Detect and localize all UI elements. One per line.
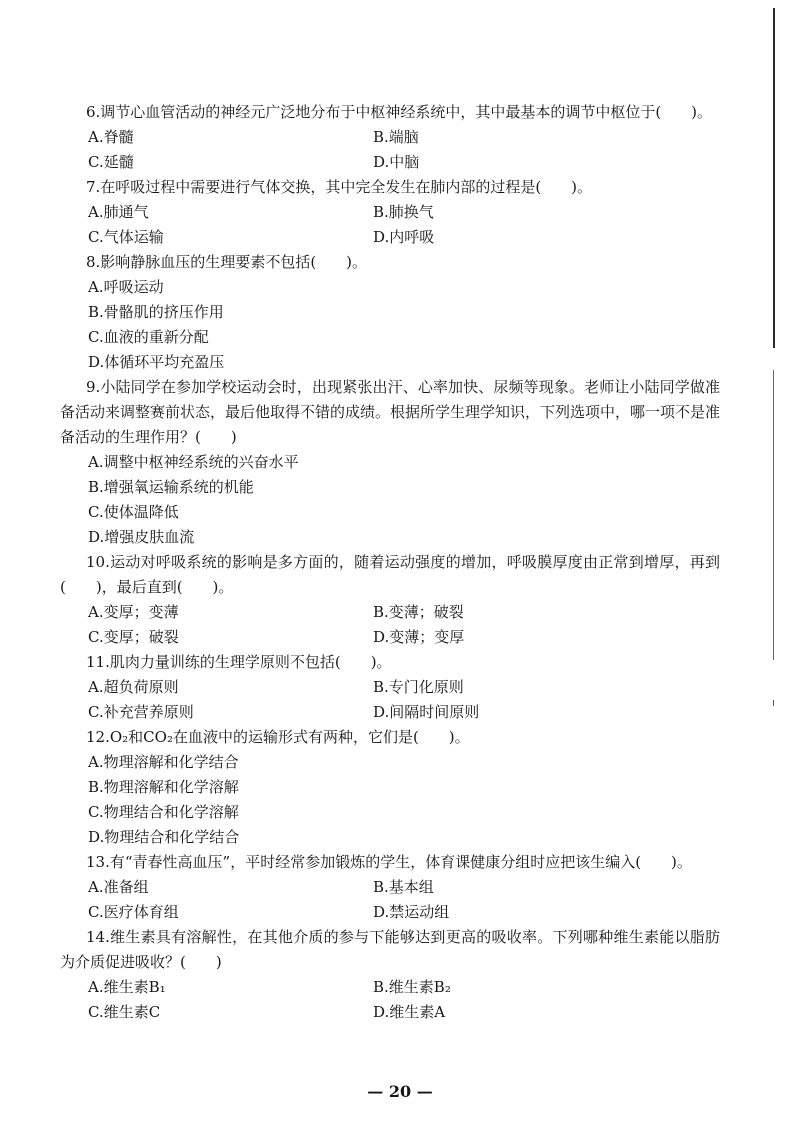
option-c: C.血液的重新分配: [88, 328, 209, 346]
question-stem: 14.维生素具有溶解性，在其他介质的参与下能够达到更高的吸收率。下列哪种维生素能以脂肪为介质促进吸收？( ): [60, 928, 720, 971]
option-d: D.中脑: [373, 153, 420, 171]
scan-edge-line: [773, 700, 774, 706]
question-stem: 6.调节心血管活动的神经元广泛地分布于中枢神经系统中，其中最基本的调节中枢位于( )。: [86, 103, 713, 121]
option-row: [60, 1000, 720, 1025]
question-14: [60, 925, 720, 1025]
option-c: C.使体温降低: [88, 503, 179, 521]
option-b: B.骨骼肌的挤压作用: [88, 303, 224, 321]
option-b: B.物理溶解和化学溶解: [88, 778, 239, 796]
question-stem: 7.在呼吸过程中需要进行气体交换，其中完全发生在肺内部的过程是( )。: [86, 178, 593, 196]
option-row: [60, 150, 720, 175]
question-12: [60, 725, 720, 850]
option-a: A.准备组: [88, 878, 149, 896]
option-row: [60, 125, 720, 150]
option-c: C.延髓: [88, 153, 134, 171]
question-10: [60, 550, 720, 650]
question-9: [60, 375, 720, 550]
option-column: [60, 275, 720, 375]
question-8: [60, 250, 720, 375]
question-6: [60, 100, 720, 175]
option-a: A.维生素B₁: [88, 978, 166, 996]
option-row: [60, 675, 720, 700]
option-row: [60, 900, 720, 925]
option-c: C.补充营养原则: [88, 703, 194, 721]
option-d: D.禁运动组: [373, 903, 450, 921]
option-b: B.变薄；破裂: [373, 603, 464, 621]
option-b: B.端脑: [373, 128, 419, 146]
question-13: [60, 850, 720, 925]
scan-edge-line: [773, 8, 775, 348]
question-7: [60, 175, 720, 250]
option-c: C.维生素C: [88, 1003, 161, 1021]
option-c: C.气体运输: [88, 228, 164, 246]
option-c: C.物理结合和化学溶解: [88, 803, 239, 821]
option-a: A.呼吸运动: [88, 278, 164, 296]
question-11: [60, 650, 720, 725]
scan-edge-line: [773, 370, 774, 660]
question-stem: 11.肌肉力量训练的生理学原则不包括( )。: [86, 653, 392, 671]
option-a: A.调整中枢神经系统的兴奋水平: [88, 453, 299, 471]
option-a: A.变厚；变薄: [88, 603, 179, 621]
question-stem: 8.影响静脉血压的生理要素不包括( )。: [86, 253, 368, 271]
option-row: [60, 600, 720, 625]
option-a: A.肺通气: [88, 203, 149, 221]
option-column: [60, 450, 720, 550]
option-d: D.物理结合和化学结合: [88, 828, 240, 846]
option-b: B.专门化原则: [373, 678, 464, 696]
option-d: D.增强皮肤血流: [88, 528, 195, 546]
option-column: [60, 750, 720, 850]
option-a: A.超负荷原则: [88, 678, 179, 696]
question-stem: 9.小陆同学在参加学校运动会时，出现紧张出汗、心率加快、尿频等现象。老师让小陆同学做准备活动来调整赛前状态，最后他取得不错的成绩。根据所学生理学知识，下列选项中，哪一项不是准备活动的生理作用？( ): [60, 378, 721, 446]
option-d: D.维生素A: [373, 1003, 446, 1021]
option-row: [60, 225, 720, 250]
option-d: D.内呼吸: [373, 228, 435, 246]
option-b: B.维生素B₂: [373, 978, 451, 996]
option-row: [60, 200, 720, 225]
question-stem: 12.O₂和CO₂在血液中的运输形式有两种，它们是( )。: [86, 728, 470, 746]
question-stem: 13.有“青春性高血压”，平时经常参加锻炼的学生，体育课健康分组时应把该生编入( )。: [86, 853, 692, 871]
option-d: D.变薄；变厚: [373, 628, 465, 646]
question-stem: 10.运动对呼吸系统的影响是多方面的，随着运动强度的增加，呼吸膜厚度由正常到增厚，再到( )，最后直到( )。: [60, 553, 720, 596]
option-c: C.医疗体育组: [88, 903, 179, 921]
option-a: A.脊髓: [88, 128, 134, 146]
option-d: D.间隔时间原则: [373, 703, 480, 721]
option-c: C.变厚；破裂: [88, 628, 179, 646]
option-b: B.肺换气: [373, 203, 434, 221]
option-b: B.增强氧运输系统的机能: [88, 478, 254, 496]
option-row: [60, 625, 720, 650]
option-d: D.体循环平均充盈压: [88, 353, 225, 371]
option-row: [60, 975, 720, 1000]
option-row: [60, 700, 720, 725]
page-number: — 20 —: [367, 1082, 433, 1101]
option-b: B.基本组: [373, 878, 434, 896]
question-list: [60, 100, 720, 1025]
option-row: [60, 875, 720, 900]
option-a: A.物理溶解和化学结合: [88, 753, 239, 771]
